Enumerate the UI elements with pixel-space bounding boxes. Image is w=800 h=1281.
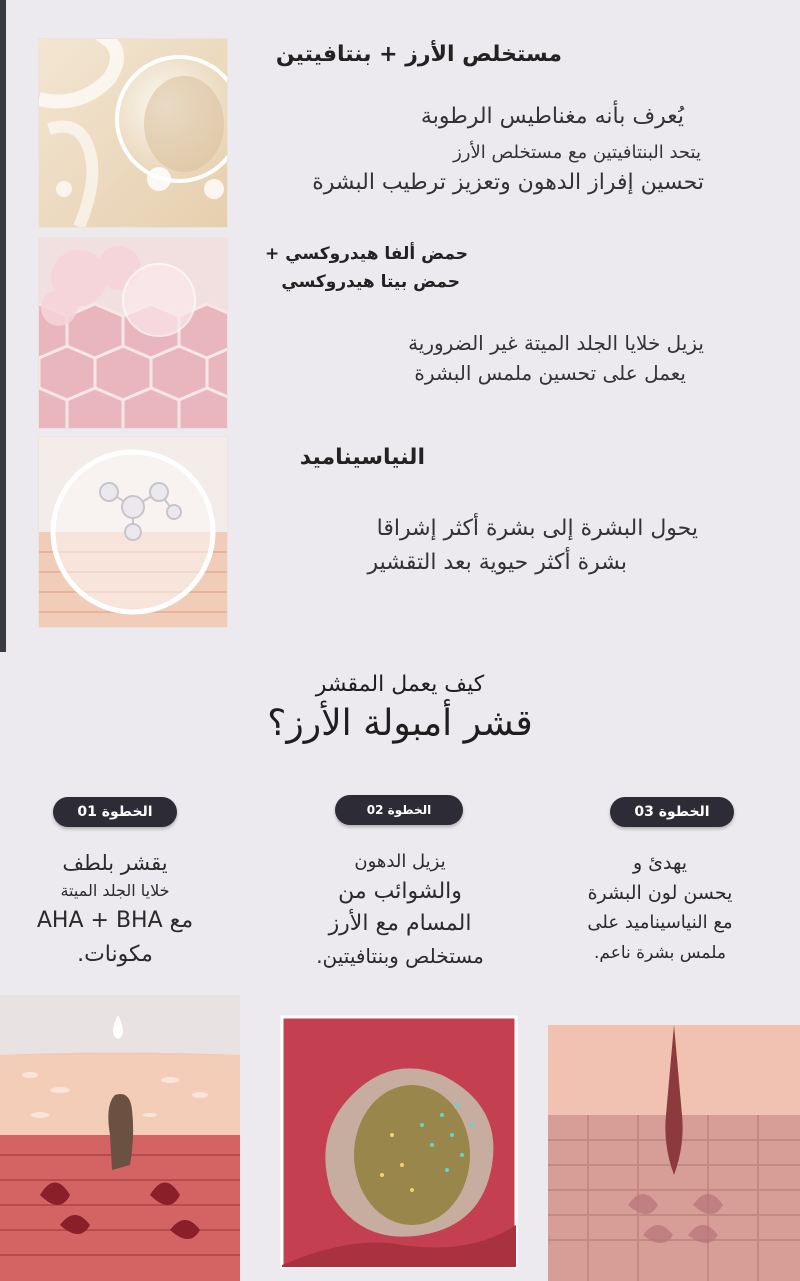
ingredient-title-niacinamide: النياسيناميد bbox=[299, 445, 425, 470]
ingredient-line: تحسين إفراز الدهون وتعزيز ترطيب البشرة bbox=[312, 170, 704, 195]
skin-cells-icon bbox=[38, 237, 228, 429]
skin-exfoliation-illustration bbox=[0, 995, 240, 1281]
step-02-badge: الخطوة 02 bbox=[335, 795, 463, 825]
step-line: يحسن لون البشرة bbox=[587, 882, 733, 904]
how-it-works-subtitle: قشر أمبولة الأرز؟ bbox=[267, 703, 533, 744]
step-line: مع AHA + BHA bbox=[36, 908, 194, 933]
step-01-text bbox=[20, 848, 210, 972]
step-01-badge: الخطوة 01 bbox=[53, 797, 177, 827]
ingredient-title-bha: حمض بيتا هيدروكسي bbox=[281, 272, 460, 292]
pore-cleansing-illustration bbox=[272, 995, 526, 1281]
niacinamide-molecule-icon bbox=[38, 436, 228, 628]
step-line: ملمس بشرة ناعم. bbox=[594, 943, 726, 963]
ingredient-line: يحول البشرة إلى بشرة أكثر إشراقا bbox=[376, 516, 698, 541]
step-line: مع النياسيناميد على bbox=[587, 912, 733, 933]
step-line: مستخلص وبنتافيتين. bbox=[316, 944, 484, 968]
step-02-text bbox=[275, 848, 525, 972]
rice-extract-bubble-icon bbox=[38, 38, 228, 228]
step-03-text bbox=[545, 848, 775, 968]
ingredient-title-aha: حمض ألفا هيدروكسي + bbox=[265, 244, 468, 264]
ingredient-line: يُعرف بأنه مغناطيس الرطوبة bbox=[420, 104, 684, 129]
ingredient-title-rice: مستخلص الأرز + بنتافيتين bbox=[275, 42, 562, 67]
step-line: المسام مع الأرز bbox=[328, 911, 472, 936]
step-line: يهدئ و bbox=[632, 852, 688, 874]
step-line: يقشر بلطف bbox=[62, 851, 168, 875]
how-it-works-title: كيف يعمل المقشر bbox=[315, 672, 485, 697]
step-line: يزيل الدهون bbox=[354, 851, 446, 872]
smooth-skin-illustration bbox=[548, 995, 800, 1281]
step-line: والشوائب من bbox=[338, 879, 462, 904]
left-accent-bar bbox=[0, 0, 6, 652]
step-line: مكونات. bbox=[77, 942, 153, 967]
step-03-badge: الخطوة 03 bbox=[610, 797, 734, 827]
ingredient-line: يزيل خلايا الجلد الميتة غير الضرورية bbox=[408, 331, 704, 355]
ingredient-line: يتحد البنتافيتين مع مستخلص الأرز bbox=[453, 142, 701, 163]
ingredient-line: يعمل على تحسين ملمس البشرة bbox=[414, 361, 686, 385]
step-line: خلايا الجلد الميتة bbox=[60, 881, 170, 900]
ingredient-line: بشرة أكثر حيوية بعد التقشير bbox=[367, 550, 627, 575]
